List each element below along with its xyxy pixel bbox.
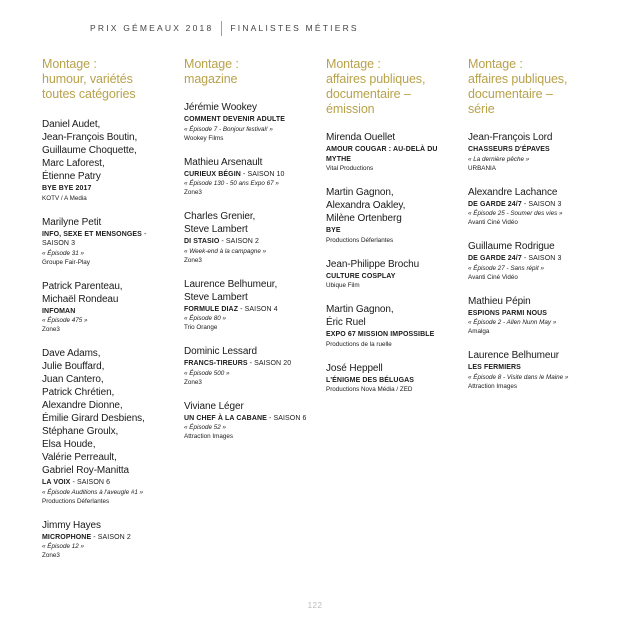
finalist-name: Patrick Parenteau, [42, 280, 123, 292]
show-title [42, 307, 174, 317]
header-right: FINALISTES MÉTIERS [230, 23, 359, 33]
category-title-line: documentaire – [326, 87, 411, 101]
show-title [184, 305, 316, 315]
episode-title: « Épisode 31 » [42, 249, 85, 257]
finalist-entry [326, 186, 458, 245]
show-season: - SAISON 20 [247, 360, 292, 367]
category-title-line: Montage : [42, 57, 97, 71]
show-title [184, 237, 316, 247]
page-header [90, 20, 359, 36]
finalist-name: Elsa Houde, [42, 439, 96, 450]
production-company: Zone3 [184, 189, 202, 196]
episode-title: « Épisode 80 » [184, 315, 227, 322]
finalist-names [42, 216, 174, 229]
finalist-names [42, 280, 174, 306]
finalist-name: Viviane Léger [184, 400, 244, 412]
category-title-line: émission [326, 102, 375, 116]
production-company: Productions Déferlantes [42, 497, 110, 505]
show-title [42, 184, 174, 194]
finalist-name: Mathieu Arsenault [184, 156, 263, 168]
finalist-name: Jimmy Hayes [42, 519, 101, 531]
finalist-names [184, 101, 316, 114]
finalist-name: Laurence Belhumeur [468, 350, 560, 361]
finalist-names [468, 295, 600, 308]
finalist-names [326, 362, 458, 375]
episode-title: « Épisode 475 » [42, 317, 88, 324]
finalist-name: Steve Lambert [184, 224, 248, 235]
finalist-entry [184, 400, 316, 442]
finalist-entry [326, 258, 458, 291]
production-company: Vital Productions [326, 165, 374, 172]
show-season: - SAISON 3 [42, 230, 147, 247]
episode-title: « Épisode 2 - Allen Nunn May » [468, 319, 557, 326]
finalist-entry [42, 519, 174, 561]
finalist-name: Émilie Girard Desbiens, [42, 413, 145, 424]
production-company: Productions Déferlantes [326, 236, 394, 244]
show-name: CHASSEURS D'ÉPAVES [468, 146, 550, 153]
show-season: - SAISON 2 [91, 533, 131, 541]
show-name: DI STASIO [184, 238, 220, 245]
show-title [326, 272, 458, 282]
episode-title: « Week-end à la campagne » [184, 247, 267, 255]
category-title-line: toutes catégories [42, 87, 136, 101]
finalist-names [184, 156, 316, 169]
finalist-names [184, 210, 316, 236]
finalist-entry [468, 186, 600, 228]
finalist-names [326, 303, 458, 329]
finalist-name: Étienne Patry [42, 171, 101, 182]
show-name: CURIEUX BÉGIN [184, 170, 241, 178]
finalist-name: Michaël Rondeau [42, 293, 119, 305]
episode-title: « Épisode 52 » [184, 424, 227, 431]
finalist-names [468, 186, 600, 199]
episode-title: « Épisode Auditions à l'aveugle #1 » [42, 488, 144, 496]
finalist-entry [184, 345, 316, 387]
finalist-name: Guillaume Rodrigue [468, 241, 555, 252]
show-name: ESPIONS PARMI NOUS [468, 309, 548, 317]
header-divider [221, 21, 222, 36]
finalist-names [326, 258, 458, 271]
production-company: Zone3 [184, 256, 202, 264]
finalist-entry [468, 295, 600, 337]
finalist-entry [326, 303, 458, 349]
finalist-names [42, 118, 174, 183]
category-title [468, 57, 600, 117]
show-name: DE GARDE 24/7 [468, 200, 522, 208]
finalist-name: Martin Gagnon, [326, 304, 394, 315]
show-name: COMMENT DEVENIR ADULTE [184, 116, 285, 123]
finalist-names [42, 347, 174, 477]
finalist-names [184, 278, 316, 304]
category-title-line: affaires publiques, [468, 72, 568, 86]
finalist-name: Mirenda Ouellet [326, 132, 396, 143]
production-company: Attraction Images [468, 382, 517, 390]
finalist-name: Milène Ortenberg [326, 213, 402, 224]
finalist-name: Charles Grenier, [184, 211, 256, 222]
category-column [326, 57, 458, 407]
episode-title: « Épisode 7 - Bonjour festival! » [184, 125, 273, 133]
show-name: FORMULE DIAZ [184, 305, 239, 313]
show-name: MICROPHONE [42, 533, 92, 541]
episode-title: « Épisode 8 - Visite dans le Maine » [468, 373, 569, 381]
show-title [326, 226, 458, 236]
category-column [468, 57, 600, 404]
production-company: Groupe Fair-Play [42, 258, 90, 266]
episode-title: « Épisode 12 » [42, 543, 85, 550]
show-name: BYE [326, 227, 341, 234]
production-company: Trio Orange [184, 324, 218, 331]
finalist-entry [42, 280, 174, 335]
finalist-name: Jean-François Boutin, [42, 132, 138, 143]
finalist-name: Dave Adams, [42, 348, 101, 359]
show-title [468, 254, 600, 264]
show-title [326, 145, 458, 164]
finalist-name: Martin Gagnon, [326, 187, 394, 198]
finalist-entry [184, 101, 316, 143]
finalist-names [184, 400, 316, 413]
show-name: BYE BYE 2017 [42, 185, 92, 192]
finalist-entry [42, 216, 174, 267]
episode-title: « La dernière pêche » [468, 155, 530, 163]
finalist-names [468, 349, 600, 362]
episode-title: « Épisode 25 - Soumer des vies » [468, 210, 563, 217]
finalist-name: Jérémie Wookey [184, 102, 257, 113]
finalist-entry [184, 278, 316, 333]
finalist-entry [184, 210, 316, 265]
finalist-name: Laurence Belhumeur, [184, 278, 278, 290]
show-title [468, 309, 600, 319]
category-title-line: série [468, 102, 495, 116]
episode-title: « Épisode 130 - 50 ans Expo 67 » [184, 180, 279, 187]
finalist-names [326, 186, 458, 225]
production-company: Amalga [468, 328, 490, 335]
show-name: INFOMAN [42, 307, 76, 315]
finalist-name: Daniel Audet, [42, 119, 101, 130]
category-title-line: documentaire – [468, 87, 553, 101]
show-title [184, 170, 316, 180]
finalist-name: Stéphane Groulx, [42, 426, 119, 437]
finalist-entry [326, 362, 458, 395]
production-company: Wookey Films [184, 134, 224, 142]
show-name: LA VOIX [42, 479, 71, 486]
finalist-names [468, 131, 600, 144]
finalist-names [468, 240, 600, 253]
finalist-names [326, 131, 458, 144]
finalist-name: Jean-François Lord [468, 132, 553, 143]
production-company: Productions Nova Média / ZED [326, 386, 413, 393]
show-title [42, 478, 174, 488]
finalist-name: José Heppell [326, 362, 383, 374]
finalist-entry [42, 347, 174, 506]
production-company: Zone3 [184, 378, 202, 386]
show-season: - SAISON 6 [70, 479, 111, 486]
production-company: Avanti Ciné Vidéo [468, 219, 518, 226]
finalist-names [184, 345, 316, 358]
show-title [184, 359, 316, 369]
finalist-name: Steve Lambert [184, 291, 248, 303]
finalist-name: Dominic Lessard [184, 346, 257, 357]
show-season: - SAISON 10 [240, 170, 285, 178]
category-title-line: humour, variétés [42, 72, 133, 86]
show-name: DE GARDE 24/7 [468, 255, 522, 262]
production-company: Zone3 [42, 552, 60, 559]
finalist-name: Patrick Chrétien, [42, 387, 115, 398]
finalist-name: Alexandre Lachance [468, 186, 558, 198]
show-season: - SAISON 4 [238, 305, 278, 313]
show-name: FRANCS-TIREURS [184, 360, 248, 367]
finalist-name: Éric Ruel [326, 317, 366, 328]
category-title-line: magazine [184, 72, 238, 86]
finalist-entry [326, 131, 458, 173]
show-title [326, 330, 458, 340]
category-column [42, 57, 174, 573]
show-title [326, 376, 458, 386]
show-title [42, 533, 174, 543]
finalist-name: Gabriel Roy-Manitta [42, 465, 130, 476]
show-season: - SAISON 3 [521, 200, 562, 208]
finalist-entry [468, 240, 600, 282]
show-name: LES FERMIERS [468, 364, 521, 371]
show-name: L'ÉNIGME DES BÉLUGAS [326, 376, 415, 384]
finalist-name: Alexandre Dionne, [42, 400, 123, 411]
show-season: - SAISON 3 [521, 255, 562, 262]
show-name: AMOUR COUGAR : AU-DELÀ DU MYTHE [326, 146, 438, 163]
production-company: KOTV / A Media [42, 194, 87, 202]
production-company: Productions de la ruelle [326, 340, 392, 348]
category-title [184, 57, 316, 87]
category-title-line: Montage : [184, 57, 239, 71]
category-title [42, 57, 174, 102]
page-number: 122 [307, 601, 323, 610]
category-title-line: Montage : [468, 57, 523, 71]
show-title [468, 145, 600, 155]
show-name: INFO, SEXE ET MENSONGES [42, 230, 142, 238]
category-column [184, 57, 316, 454]
production-company: Attraction Images [184, 433, 233, 440]
finalist-name: Julie Bouffard, [42, 361, 105, 372]
header-left: PRIX GÉMEAUX 2018 [90, 23, 214, 33]
show-season: - SAISON 6 [266, 414, 307, 422]
finalist-entry [468, 349, 600, 391]
production-company: Avanti Ciné Vidéo [468, 273, 518, 281]
finalist-name: Juan Cantero, [42, 374, 104, 385]
finalist-name: Jean-Philippe Brochu [326, 258, 420, 270]
show-title [42, 230, 174, 249]
show-title [468, 200, 600, 210]
finalist-name: Guillaume Choquette, [42, 145, 137, 156]
show-name: UN CHEF À LA CABANE [184, 414, 267, 422]
finalist-entry [468, 131, 600, 173]
show-name: CULTURE COSPLAY [326, 272, 396, 280]
finalist-name: Mathieu Pépin [468, 295, 531, 307]
finalist-names [42, 519, 174, 532]
show-season: - SAISON 2 [219, 238, 260, 245]
production-company: Ubique Film [326, 282, 360, 289]
show-title [468, 363, 600, 373]
category-title [326, 57, 458, 117]
production-company: Zone3 [42, 326, 60, 333]
finalist-name: Alexandra Oakley, [326, 200, 406, 211]
episode-title: « Épisode 500 » [184, 369, 230, 377]
show-name: EXPO 67 MISSION IMPOSSIBLE [326, 331, 435, 338]
finalist-entry [42, 118, 174, 203]
show-title [184, 414, 316, 424]
finalist-name: Marilyne Petit [42, 216, 102, 228]
finalist-name: Valérie Perreault, [42, 452, 117, 463]
category-title-line: affaires publiques, [326, 72, 426, 86]
show-title [184, 115, 316, 125]
episode-title: « Épisode 27 - Sans répit » [468, 264, 544, 272]
production-company: URBANIA [468, 164, 496, 172]
finalist-name: Marc Laforest, [42, 158, 105, 169]
finalist-entry [184, 156, 316, 198]
category-title-line: Montage : [326, 57, 381, 71]
